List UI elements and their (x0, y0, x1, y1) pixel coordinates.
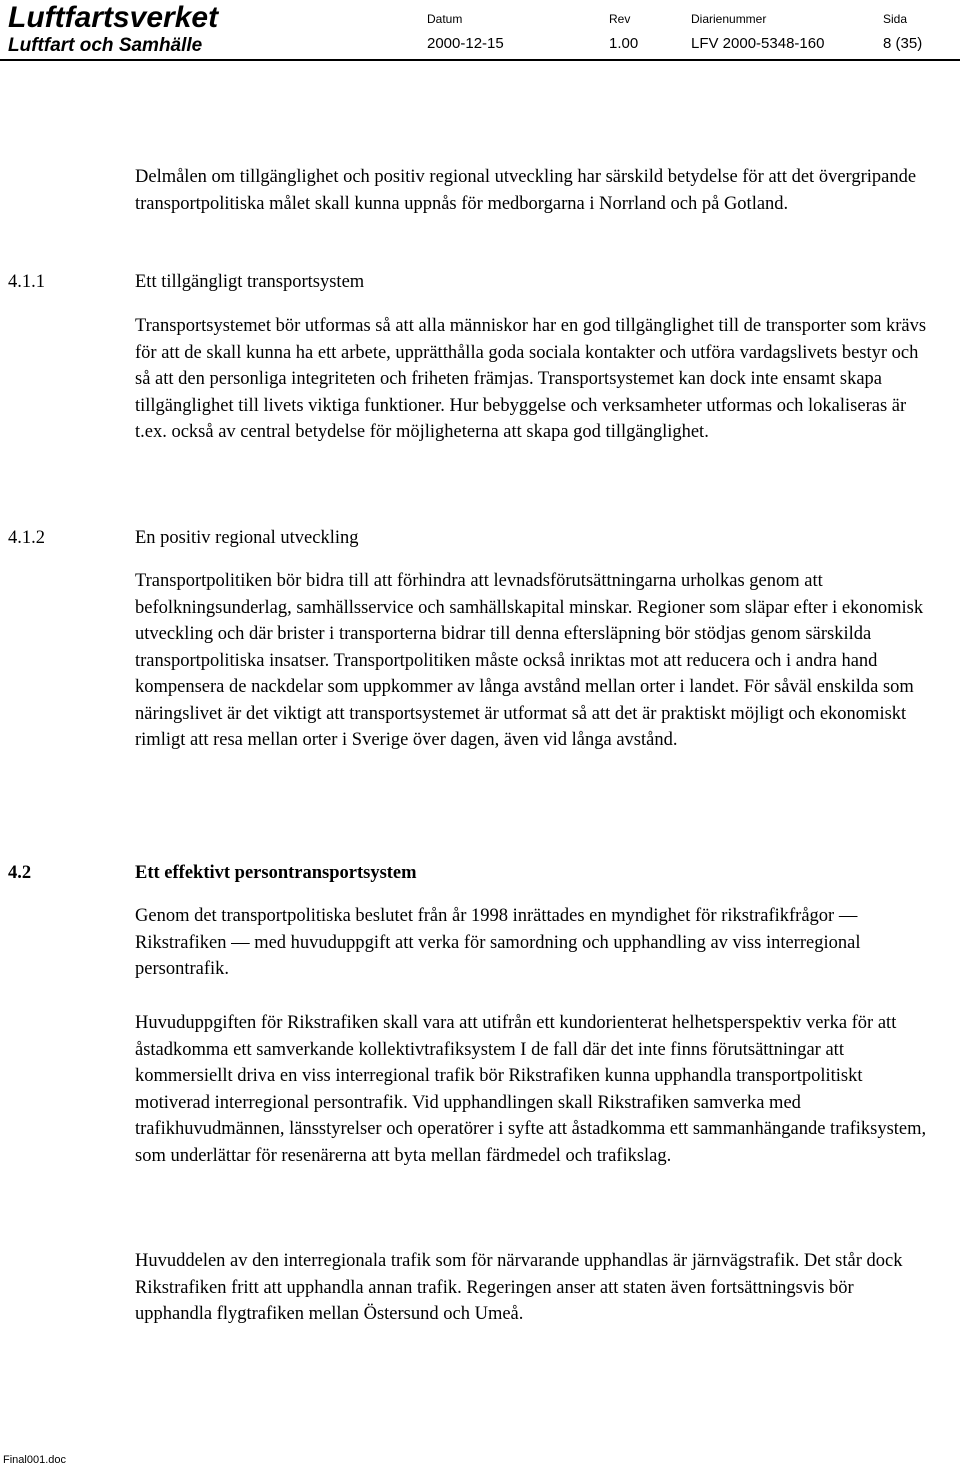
diary-number-label: Diarienummer (691, 12, 767, 26)
section-number-4-1-2: 4.1.2 (8, 528, 45, 548)
footer-filename: Final001.doc (3, 1454, 66, 1466)
header-divider (0, 59, 960, 61)
section-4-2-paragraph-2: Huvuduppgiften för Rikstrafiken skall vara att utifrån ett kundorienterat helhetsperspektiv verka för att åstadkomma ett samverkande kollektivtrafiksystem I de fall där det inte finns förutsättningar att kommersiellt driva en viss interregional trafik bör Rikstrafiken kunna upphandla transportpolitiskt motiverad interregional persontrafik. Vid upphandlingen skall Rikstrafiken samverka med trafikhuvudmännen, länsstyrelser och operatörer i syfte att åstadkomma ett sammanhängande trafiksystem, som underlättar för resenärerna att byta mellan färdmedel och trafikslag. (135, 1013, 927, 1166)
section-title-4-1-2: En positiv regional utveckling (135, 528, 359, 548)
section-4-1-1-paragraph: Transportsystemet bör utformas så att alla människor har en god tillgänglighet till de transporter som krävs för att de skall kunna ha ett arbete, upprätthålla goda sociala kontakter och utföra vardagslivets bestyr och så att den personliga integriteten och friheten främjas. Transportsystemet kan dock inte ensamt skapa tillgänglighet till livets viktiga funktioner. Hur bebyggelse och verksamheter utformas och lokaliseras är t.ex. också av central betydelse för möjligheterna att skapa god tillgänglighet. (135, 316, 927, 442)
diary-number-value: LFV 2000-5348-160 (691, 35, 825, 52)
date-label: Datum (427, 12, 463, 26)
page-header (0, 0, 960, 62)
page-label: Sida (883, 12, 908, 26)
department-name: Luftfart och Samhälle (8, 35, 203, 56)
section-number-4-1-1: 4.1.1 (8, 272, 45, 292)
section-4-1-2-paragraph: Transportpolitiken bör bidra till att förhindra att levnadsförutsättningarna urholkas genom att befolkningsunderlag, samhällsservice och samhällskapital minskar. Regioner som släpar efter i ekonomisk utveckling och där brister i transporterna bidrar till denna eftersläpning bör stödjas genom särskilda transportpolitiska insatser. Transportpolitiken måste också inriktas mot att reducera och i andra hand kompensera de nackdelar som uppkommer av långa avstånd mellan orter i landet. För såväl enskilda som näringslivet är det viktigt att transportsystemet är utformat så att det är praktiskt möjligt och ekonomiskt rimligt att resa mellan orter i Sverige över dagen, även vid långa avstånd. (135, 571, 924, 750)
page-number: 8 (35) (883, 35, 923, 52)
section-title-4-1-1: Ett tillgängligt transportsystem (135, 272, 365, 292)
section-4-2-paragraph-3: Huvuddelen av den interregionala trafik som för närvarande upphandlas är järnvägstrafik. Det står dock Rikstrafiken fritt att upphandla annan trafik. Regeringen anser att staten även fortsättningsvis bör upphandla flygtrafiken mellan Östersund och Umeå. (135, 1251, 903, 1324)
date-value: 2000-12-15 (427, 35, 504, 52)
rev-label: Rev (609, 12, 631, 26)
section-number-4-2: 4.2 (8, 863, 32, 883)
rev-value: 1.00 (609, 35, 639, 52)
section-title-4-2: Ett effektivt persontransportsystem (135, 863, 417, 883)
intro-paragraph: Delmålen om tillgänglighet och positiv regional utveckling har särskild betydelse för att det övergripande transportpolitiska målet skall kunna uppnås för medborgarna i Norrland och på Gotland. (135, 167, 917, 214)
organization-name: Luftfartsverket (8, 1, 219, 34)
section-4-2-paragraph-1: Genom det transportpolitiska beslutet från år 1998 inrättades en myndighet för rikstrafikfrågor — Rikstrafiken — med huvuduppgift att verka för samordning och upphandling av viss interregional persontrafik. (135, 906, 861, 979)
